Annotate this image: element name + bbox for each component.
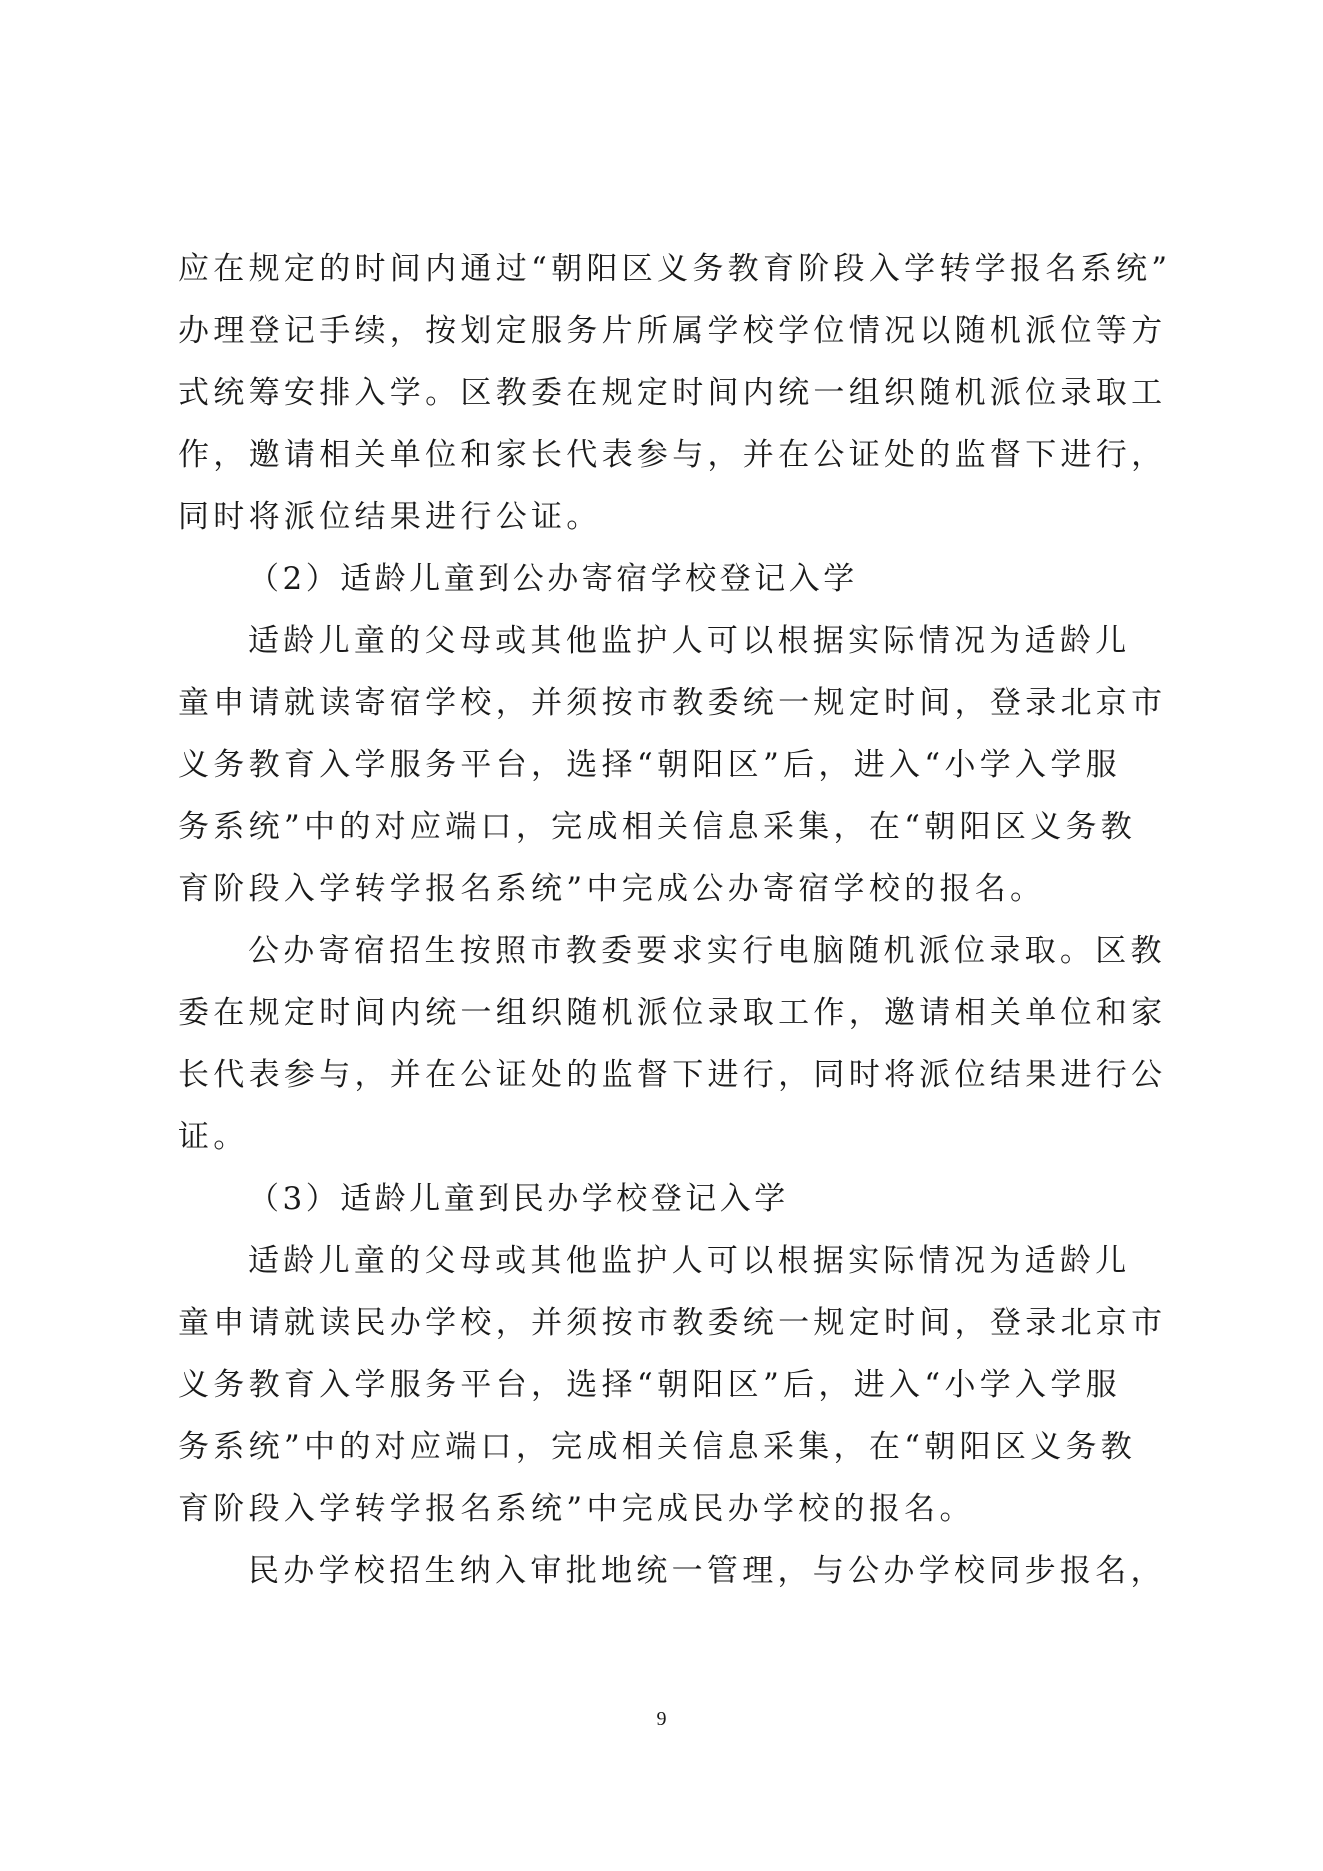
paragraph-line: 育阶段入学转学报名系统”中完成民办学校的报名。 — [178, 1491, 975, 1527]
paragraph-first-line: 民办学校招生纳入审批地统一管理，与公办学校同步报名， — [248, 1553, 1166, 1589]
section-heading-3: （3）适龄儿童到民办学校登记入学 — [248, 1181, 789, 1217]
paragraph-first-line: 适龄儿童的父母或其他监护人可以根据实际情况为适龄儿 — [248, 1243, 1131, 1279]
page-number: 9 — [656, 1708, 667, 1730]
paragraph-line: 办理登记手续，按划定服务片所属学校学位情况以随机派位等方 — [178, 313, 1167, 349]
paragraph-line: 长代表参与，并在公证处的监督下进行，同时将派位结果进行公 — [178, 1057, 1167, 1093]
paragraph-line: 育阶段入学转学报名系统”中完成公办寄宿学校的报名。 — [178, 871, 1046, 907]
section-heading-2: （2）适龄儿童到公办寄宿学校登记入学 — [248, 561, 858, 597]
paragraph-line: 童申请就读寄宿学校，并须按市教委统一规定时间，登录北京市 — [178, 685, 1167, 721]
paragraph-line: 证。 — [178, 1119, 249, 1155]
paragraph-line: 应在规定的时间内通过“朝阳区义务教育阶段入学转学报名系统” — [178, 251, 1172, 287]
paragraph-first-line: 适龄儿童的父母或其他监护人可以根据实际情况为适龄儿 — [248, 623, 1131, 659]
paragraph-line: 同时将派位结果进行公证。 — [178, 499, 602, 535]
paragraph-line: 义务教育入学服务平台，选择“朝阳区”后，进入“小学入学服 — [178, 747, 1121, 783]
paragraph-line: 作，邀请相关单位和家长代表参与，并在公证处的监督下进行， — [178, 437, 1167, 473]
body-text — [178, 238, 1172, 1602]
paragraph-line: 童申请就读民办学校，并须按市教委统一规定时间，登录北京市 — [178, 1305, 1167, 1341]
paragraph-line: 委在规定时间内统一组织随机派位录取工作，邀请相关单位和家 — [178, 995, 1167, 1031]
paragraph-line: 式统筹安排入学。区教委在规定时间内统一组织随机派位录取工 — [178, 375, 1167, 411]
paragraph-line: 务系统”中的对应端口，完成相关信息采集，在“朝阳区义务教 — [178, 1429, 1137, 1465]
paragraph-line: 务系统”中的对应端口，完成相关信息采集，在“朝阳区义务教 — [178, 809, 1137, 845]
paragraph-first-line: 公办寄宿招生按照市教委要求实行电脑随机派位录取。区教 — [248, 933, 1166, 969]
paragraph-line: 义务教育入学服务平台，选择“朝阳区”后，进入“小学入学服 — [178, 1367, 1121, 1403]
